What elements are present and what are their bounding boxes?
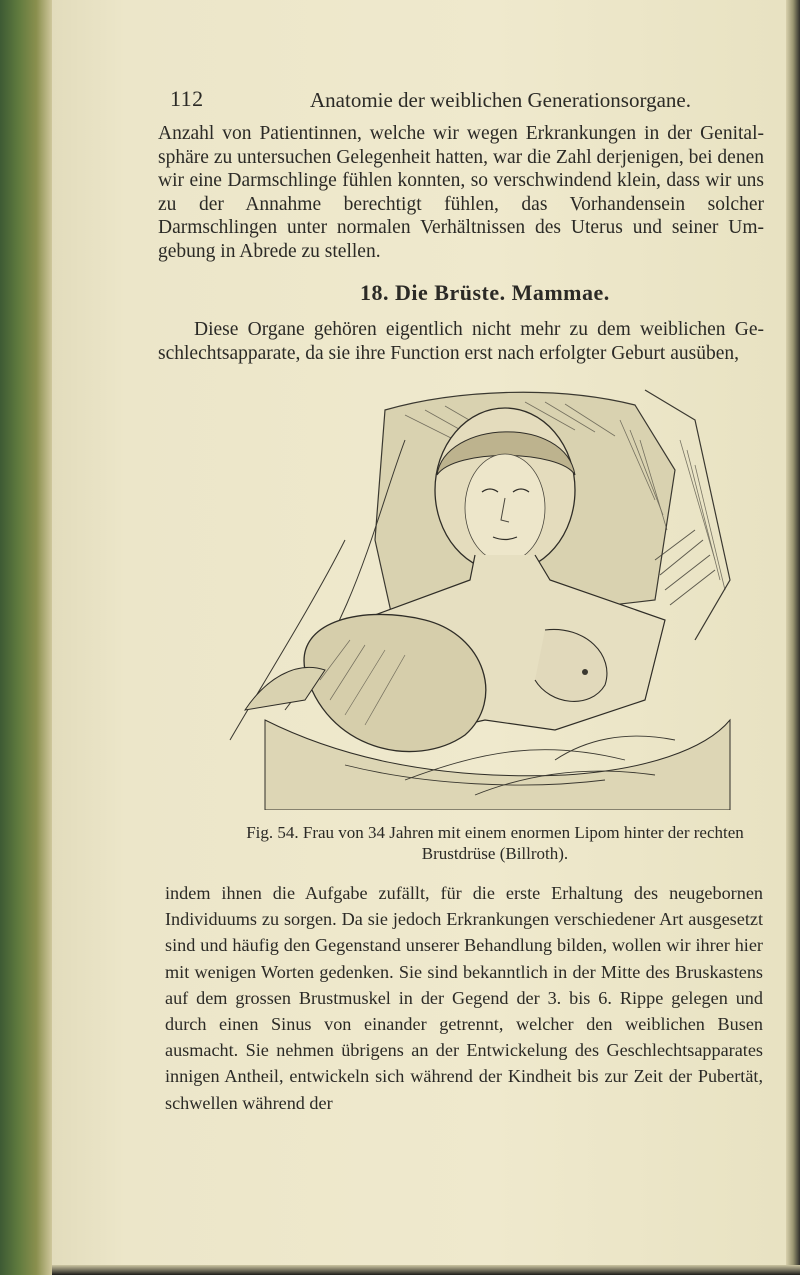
book-edge-bottom (52, 1265, 800, 1275)
running-title: Anatomie der weiblichen Generationsorgane. (310, 88, 691, 112)
figure-caption-line2: Brustdrüse (Billroth). (421, 844, 569, 863)
page-number: 112 (170, 86, 204, 111)
section-heading (360, 280, 610, 306)
book-edge-right (786, 0, 800, 1275)
figure-54-engraving (225, 380, 745, 810)
figure-caption-line1: Fig. 54. Frau von 34 Jahren mit einem enormen Lipom hinter der rechten (246, 823, 744, 842)
section-heading-latin: Mammae. (511, 280, 610, 305)
book-binding-left (0, 0, 52, 1275)
paragraph-top: Anzahl von Patientinnen, welche wir wegen Erkrankungen in der Genital- sphäre zu untersuchen Gelegenheit hatten, war die Zahl derjenigen, bei denen wir eine Darmschlinge fühlen konnten, so verschwindend klein, dass wir uns zu der Annahme berechtigt fühlen, das Vorhandensein solcher Darmschlingen unter normalen Verhältnissen des Uterus und seiner Um- gebung in Abrede zu stellen. (158, 123, 764, 262)
section-heading-title: 18. Die Brüste. (360, 280, 506, 305)
paragraph-bottom: indem ihnen die Aufgabe zufällt, für die erste Erhaltung des neugebornen Individuums zu sorgen. Da sie jedoch Erkrankungen verschiedener Art ausgesetzt sind und häufig den Gegenstand unserer Behandlung bilden, wollen wir ihrer hier mit wenigen Worten gedenken. Sie sind bekanntlich in der Mitte des Bruskastens auf dem grossen Brustmuskel in der Gegend der 3. bis 6. Rippe gelegen und durch einen Sinus von einander getrennt, welcher den weiblichen Busen ausmacht. Sie nehmen übrigens an der Entwickelung des Geschlechtsapparates innigen Antheil, entwickeln sich während der Kindheit bis zur Zeit der Pubertät, schwellen während der (165, 883, 763, 1113)
section-intro: Diese Organe gehören eigentlich nicht mehr zu dem weiblichen Ge- schlechtsapparate, da sie ihre Function erst nach erfolgter Geburt ausüben, (158, 319, 764, 364)
